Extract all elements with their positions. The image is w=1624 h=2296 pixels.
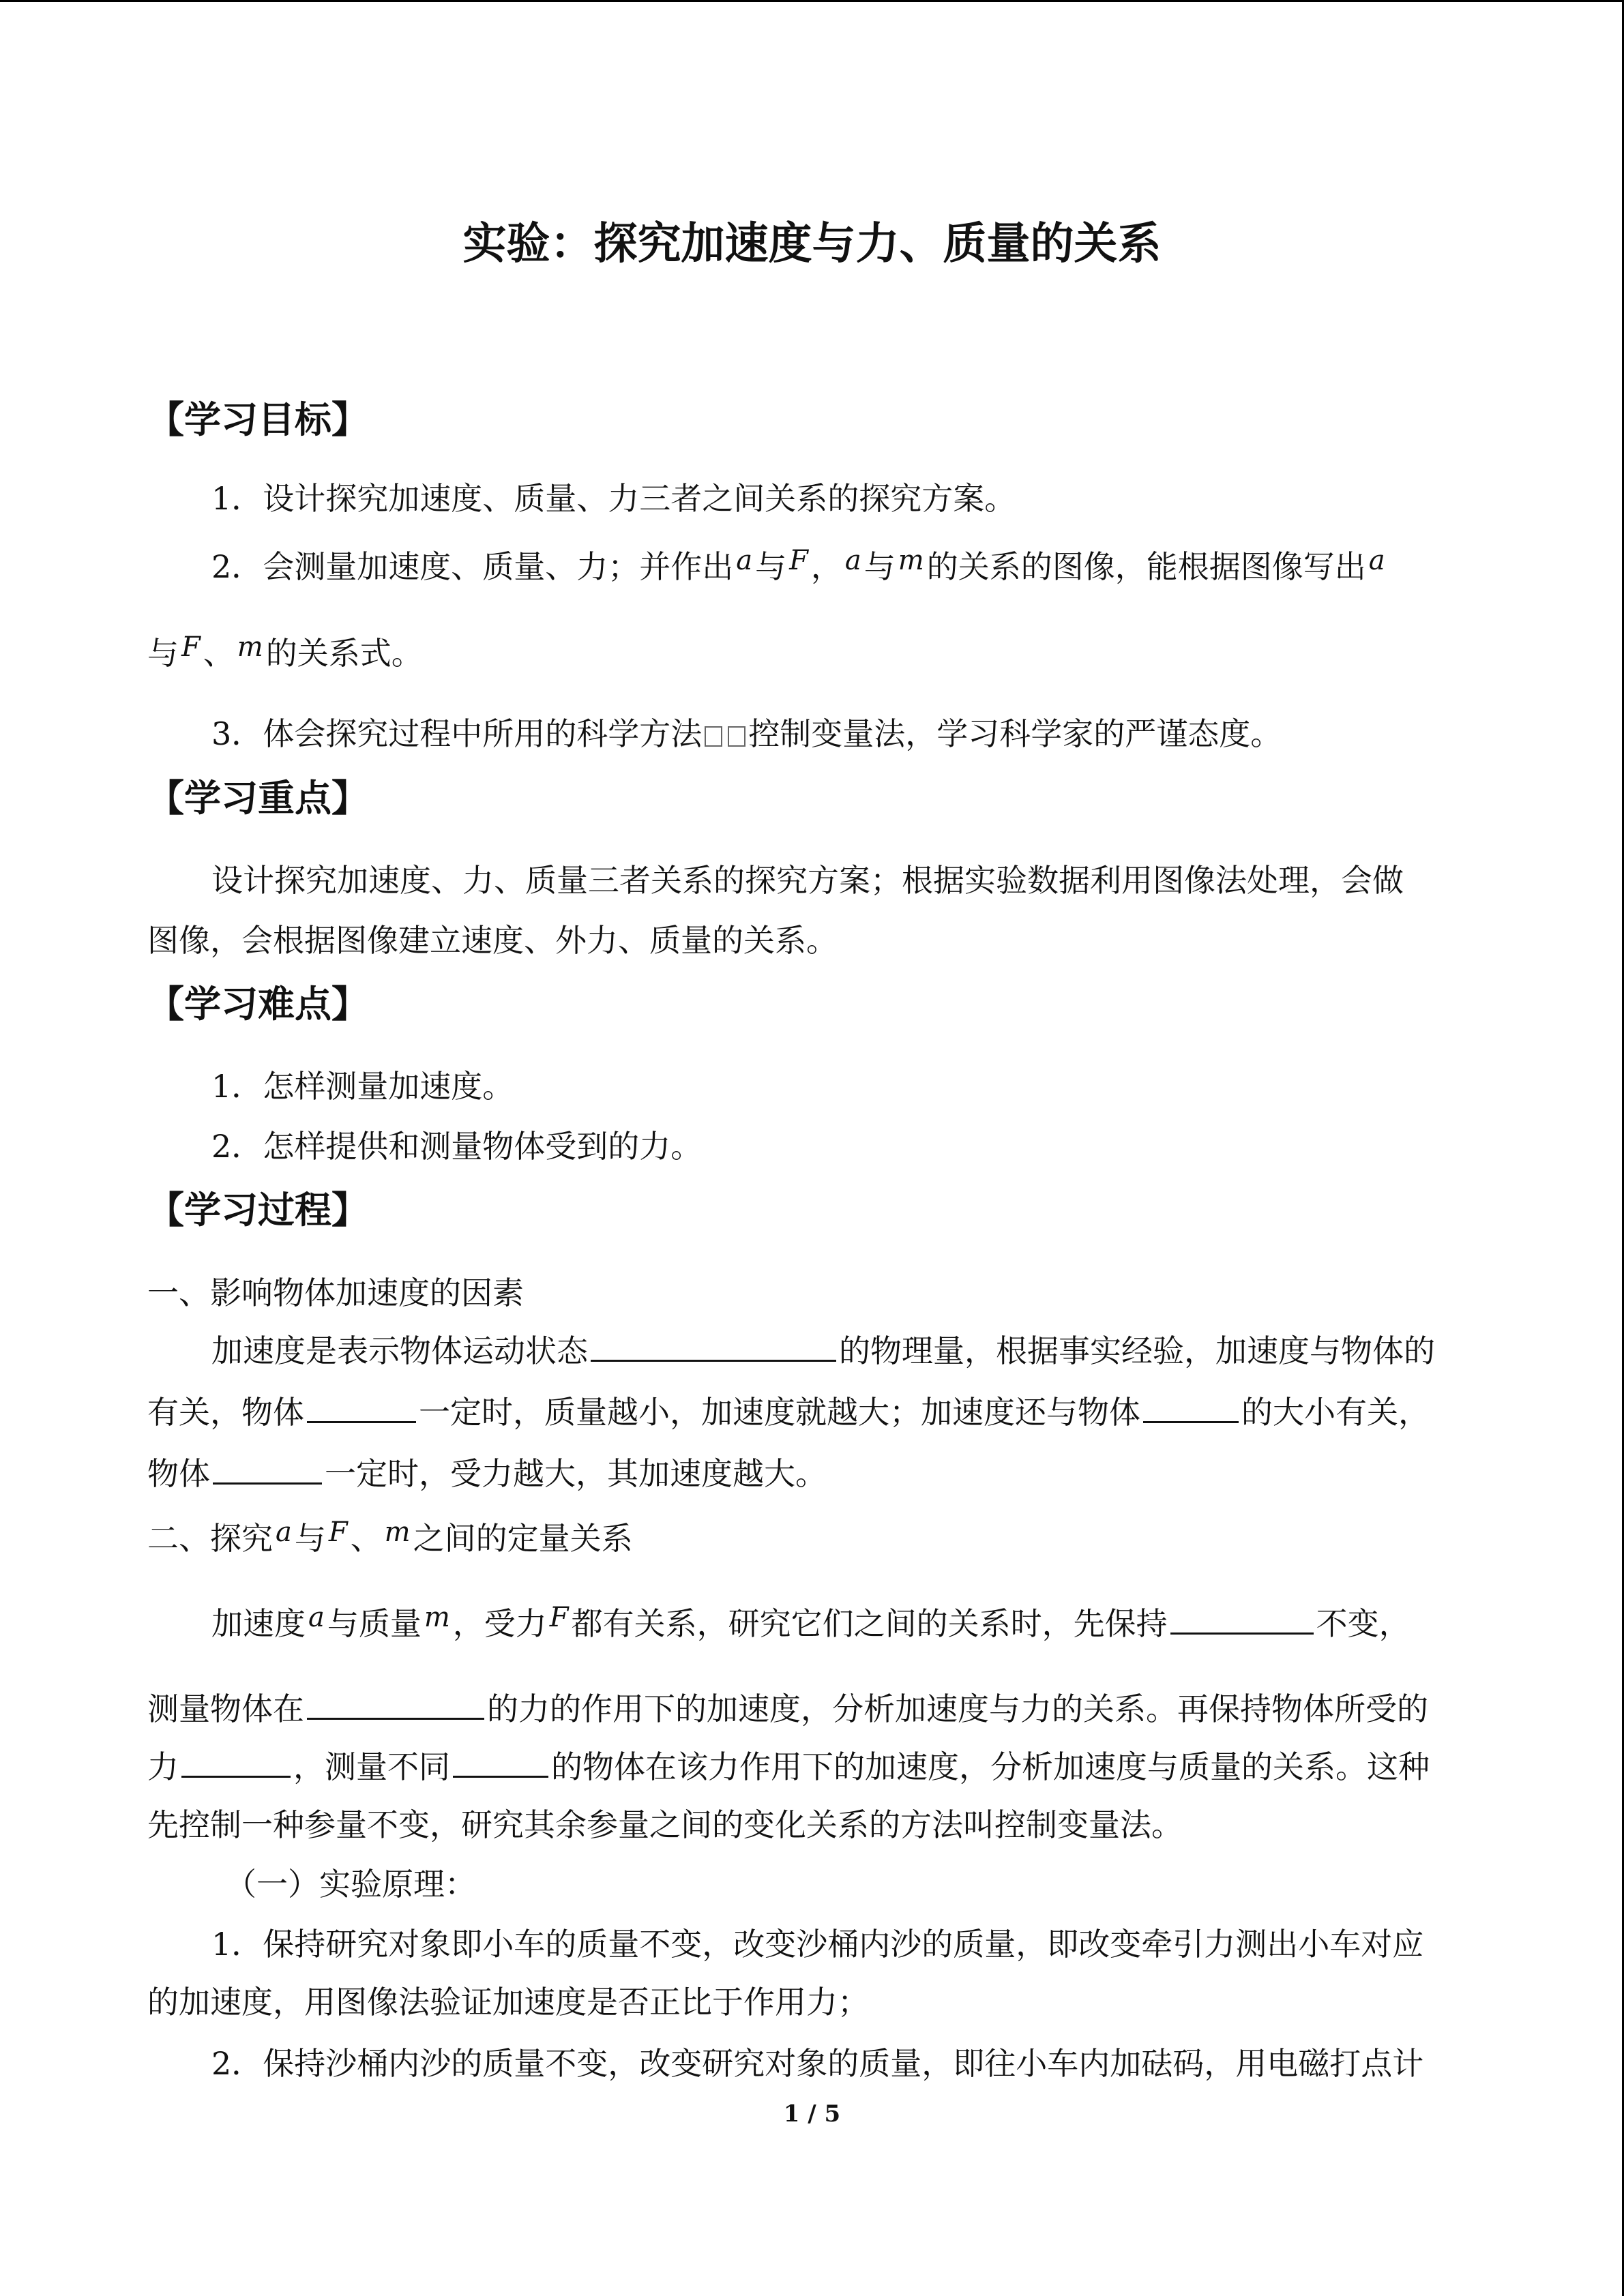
objective-item-1: 1．设计探究加速度、质量、力三者之间关系的探究方案。 (211, 480, 1016, 517)
fill-blank[interactable] (1143, 1394, 1239, 1423)
section-1-title: 一、影响物体加速度的因素 (147, 1274, 524, 1311)
symbol-a: a (308, 1602, 325, 1633)
symbol-m: m (898, 545, 924, 576)
keypoints-line-1: 设计探究加速度、力、质量三者关系的探究方案；根据实验数据利用图像法处理，会做 (211, 862, 1404, 899)
section-2-para-line-3: 力 ，测量不同 的物体在该力作用下的加速度，分析加速度与质量的关系。这种 (147, 1748, 1430, 1785)
symbol-m: m (384, 1517, 411, 1548)
section-2-para-line-2: 测量物体在 的力的作用下的加速度，分析加速度与力的关系。再保持物体所受的 (147, 1690, 1428, 1727)
page-number: 1 / 5 (783, 2100, 841, 2128)
fill-blank[interactable] (181, 1748, 291, 1778)
fill-blank[interactable] (591, 1332, 836, 1362)
page-title: 实验：探究加速度与力、质量的关系 (462, 218, 1162, 269)
process-heading: 【学习过程】 (147, 1188, 368, 1232)
symbol-m: m (237, 631, 263, 663)
missing-glyph-icon (728, 726, 745, 747)
difficulties-heading: 【学习难点】 (147, 982, 368, 1026)
objectives-heading: 【学习目标】 (147, 398, 368, 441)
fill-blank[interactable] (213, 1455, 322, 1485)
top-border (0, 0, 1624, 2)
objective-item-3: 3．体会探究过程中所用的科学方法 控制变量法，学习科学家的严谨态度。 (211, 715, 1282, 752)
symbol-F: F (181, 631, 201, 663)
symbol-a: a (1368, 545, 1385, 576)
fill-blank[interactable] (453, 1748, 548, 1778)
symbol-a: a (276, 1517, 292, 1548)
symbol-F: F (789, 545, 808, 576)
difficulty-item-2: 2．怎样提供和测量物体受到的力。 (211, 1128, 703, 1165)
objective-item-2-cont: 与 F、 m的关系式。 (147, 631, 423, 672)
fill-blank[interactable] (307, 1394, 416, 1423)
section-2-para-line-4: 先控制一种参量不变，研究其余参量之间的变化关系的方法叫控制变量法。 (147, 1806, 1183, 1843)
keypoints-heading: 【学习重点】 (147, 776, 368, 820)
section-1-para-line-2: 有关，物体 一定时，质量越小，加速度就越大；加速度还与物体 的大小有关， (147, 1394, 1430, 1431)
section-1-para-line-3: 物体 一定时，受力越大，其加速度越大。 (147, 1455, 827, 1492)
principle-item-1: 1．保持研究对象即小车的质量不变，改变沙桶内沙的质量，即改变牵引力测出小车对应 (211, 1926, 1424, 1963)
fill-blank[interactable] (1170, 1605, 1314, 1635)
symbol-F: F (549, 1602, 569, 1633)
symbol-m: m (424, 1602, 450, 1633)
difficulty-item-1: 1．怎样测量加速度。 (211, 1068, 514, 1105)
symbol-F: F (328, 1517, 348, 1548)
fill-blank[interactable] (307, 1690, 484, 1720)
section-2-para-line-1: 加速度 a与质量 m，受力 F都有关系，研究它们之间的关系时，先保持 不变， (211, 1602, 1411, 1642)
section-1-para-line-1: 加速度是表示物体运动状态 的物理量，根据事实经验，加速度与物体的 (211, 1332, 1435, 1369)
principle-item-2: 2．保持沙桶内沙的质量不变，改变研究对象的质量，即往小车内加砝码，用电磁打点计 (211, 2045, 1424, 2082)
keypoints-line-2: 图像，会根据图像建立速度、外力、质量的关系。 (147, 922, 838, 959)
missing-glyph-icon (705, 726, 722, 747)
section-2-title: 二、探究 a与 F、 m之间的定量关系 (147, 1517, 633, 1557)
principle-item-1-cont: 的加速度，用图像法验证加速度是否正比于作用力； (147, 1984, 869, 2021)
symbol-a: a (844, 545, 861, 576)
objective-item-2: 2．会测量加速度、质量、力；并作出 a与 F， a与 m的关系的图像，能根据图像写出 a (211, 542, 1388, 587)
symbol-a: a (736, 545, 753, 576)
principle-title: （一）实验原理： (225, 1866, 476, 1903)
